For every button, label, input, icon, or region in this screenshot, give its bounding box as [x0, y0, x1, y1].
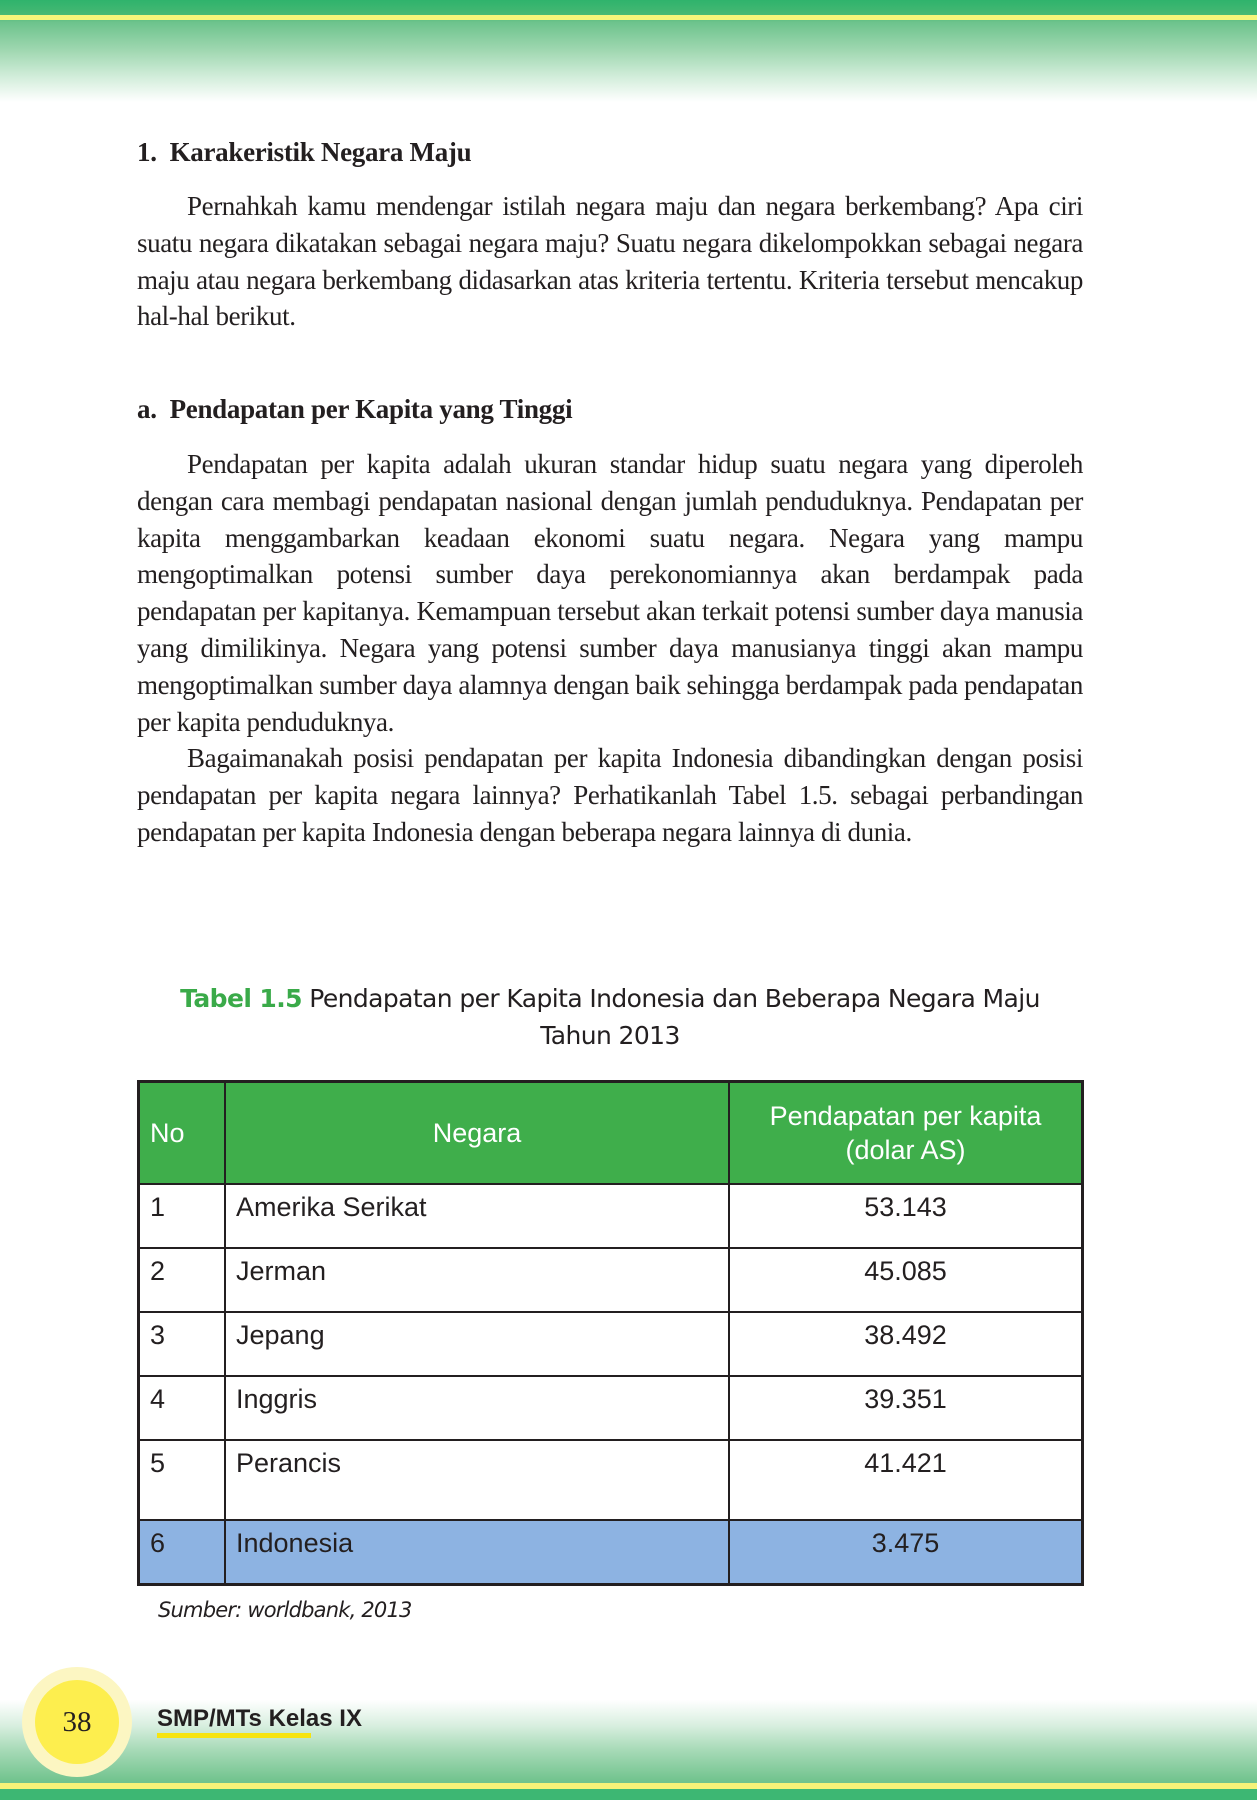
table-row: [139, 1184, 1083, 1248]
table-row: [139, 1440, 1083, 1520]
cell-income: 45.085: [729, 1248, 1083, 1312]
body-paragraph-1: [137, 446, 1083, 740]
body-paragraph-1-text: Pendapatan per kapita adalah ukuran standar hidup suatu negara yang diperoleh dengan cara membagi pendapatan nasional dengan jumlah penduduknya. Pendapatan per kapita menggambarkan keadaan ekonomi suatu negara. Negara yang mampu mengoptimalkan potensi sumber daya perekonomiannya akan berdampak pada pendapatan per kapitanya. Kemampuan tersebut akan terkait potensi sumber daya manusia yang dimilikinya. Negara yang potensi sumber daya manusianya tinggi akan mampu mengoptimalkan sumber daya alamnya dengan baik sehingga berdampak pada pendapatan per kapita penduduknya.: [137, 449, 1083, 737]
header-income-line2: (dolar AS): [845, 1135, 966, 1165]
table-row: [139, 1376, 1083, 1440]
table-caption-line1: Pendapatan per Kapita Indonesia dan Beberapa Negara Maju: [309, 984, 1040, 1013]
subsection-title: Pendapatan per Kapita yang Tinggi: [169, 394, 573, 424]
footer-book-title: SMP/MTs Kelas IX: [157, 1705, 362, 1732]
cell-no: 1: [139, 1184, 226, 1248]
footer-title-underline: [157, 1733, 311, 1738]
header-income: [729, 1082, 1083, 1185]
section-heading: [137, 137, 471, 168]
table-row-highlighted: [139, 1520, 1083, 1584]
cell-income: 39.351: [729, 1376, 1083, 1440]
header-country: Negara: [225, 1082, 729, 1185]
cell-country: Inggris: [225, 1376, 729, 1440]
table-label: Tabel 1.5: [180, 984, 302, 1013]
section-title: Karakeristik Negara Maju: [169, 137, 472, 167]
body-paragraph-2-text: Bagaimanakah posisi pendapatan per kapita Indonesia dibandingkan dengan posisi pendapatan per kapita negara lainnya? Perhatikanlah Tabel 1.5. sebagai perbandingan pendapatan per kapita Indonesia dengan beberapa negara lainnya di dunia.: [137, 743, 1083, 847]
cell-income: 3.475: [729, 1520, 1083, 1584]
body-paragraph-2: [137, 740, 1083, 850]
header-yellow-stripe: [0, 15, 1257, 20]
table-row: [139, 1248, 1083, 1312]
cell-country: Perancis: [225, 1440, 729, 1520]
intro-paragraph: [137, 188, 1083, 335]
cell-income: 53.143: [729, 1184, 1083, 1248]
cell-no: 6: [139, 1520, 226, 1584]
body-paragraph-block: [137, 446, 1083, 851]
intro-paragraph-block: [137, 188, 1083, 335]
cell-country: Amerika Serikat: [225, 1184, 729, 1248]
cell-country: Jerman: [225, 1248, 729, 1312]
table-source: Sumber: worldbank, 2013: [158, 1598, 412, 1622]
cell-country: Jepang: [225, 1312, 729, 1376]
footer-green-base: [0, 1789, 1257, 1800]
table-caption: [137, 980, 1083, 1054]
cell-country: Indonesia: [225, 1520, 729, 1584]
header-no: No: [139, 1082, 226, 1185]
header-income-line1: Pendapatan per kapita: [769, 1101, 1042, 1131]
income-table: [137, 1080, 1084, 1586]
table-header-row: [139, 1082, 1083, 1185]
table-row: [139, 1312, 1083, 1376]
intro-text: Pernahkah kamu mendengar istilah negara maju dan negara berkembang? Apa ciri suatu negara dikatakan sebagai negara maju? Suatu negara dikelompokkan sebagai negara maju atau negara berkembang didasarkan atas kriteria tertentu. Kriteria tersebut mencakup hal-hal berikut.: [137, 191, 1083, 332]
cell-no: 5: [139, 1440, 226, 1520]
cell-income: 38.492: [729, 1312, 1083, 1376]
cell-no: 3: [139, 1312, 226, 1376]
section-number: 1.: [137, 137, 157, 167]
page-number-badge: [22, 1667, 132, 1777]
page-number: 38: [35, 1680, 119, 1764]
subsection-letter: a.: [137, 394, 157, 424]
cell-income: 41.421: [729, 1440, 1083, 1520]
subsection-heading: [137, 394, 572, 425]
cell-no: 4: [139, 1376, 226, 1440]
cell-no: 2: [139, 1248, 226, 1312]
table-caption-line2: Tahun 2013: [540, 1021, 680, 1050]
